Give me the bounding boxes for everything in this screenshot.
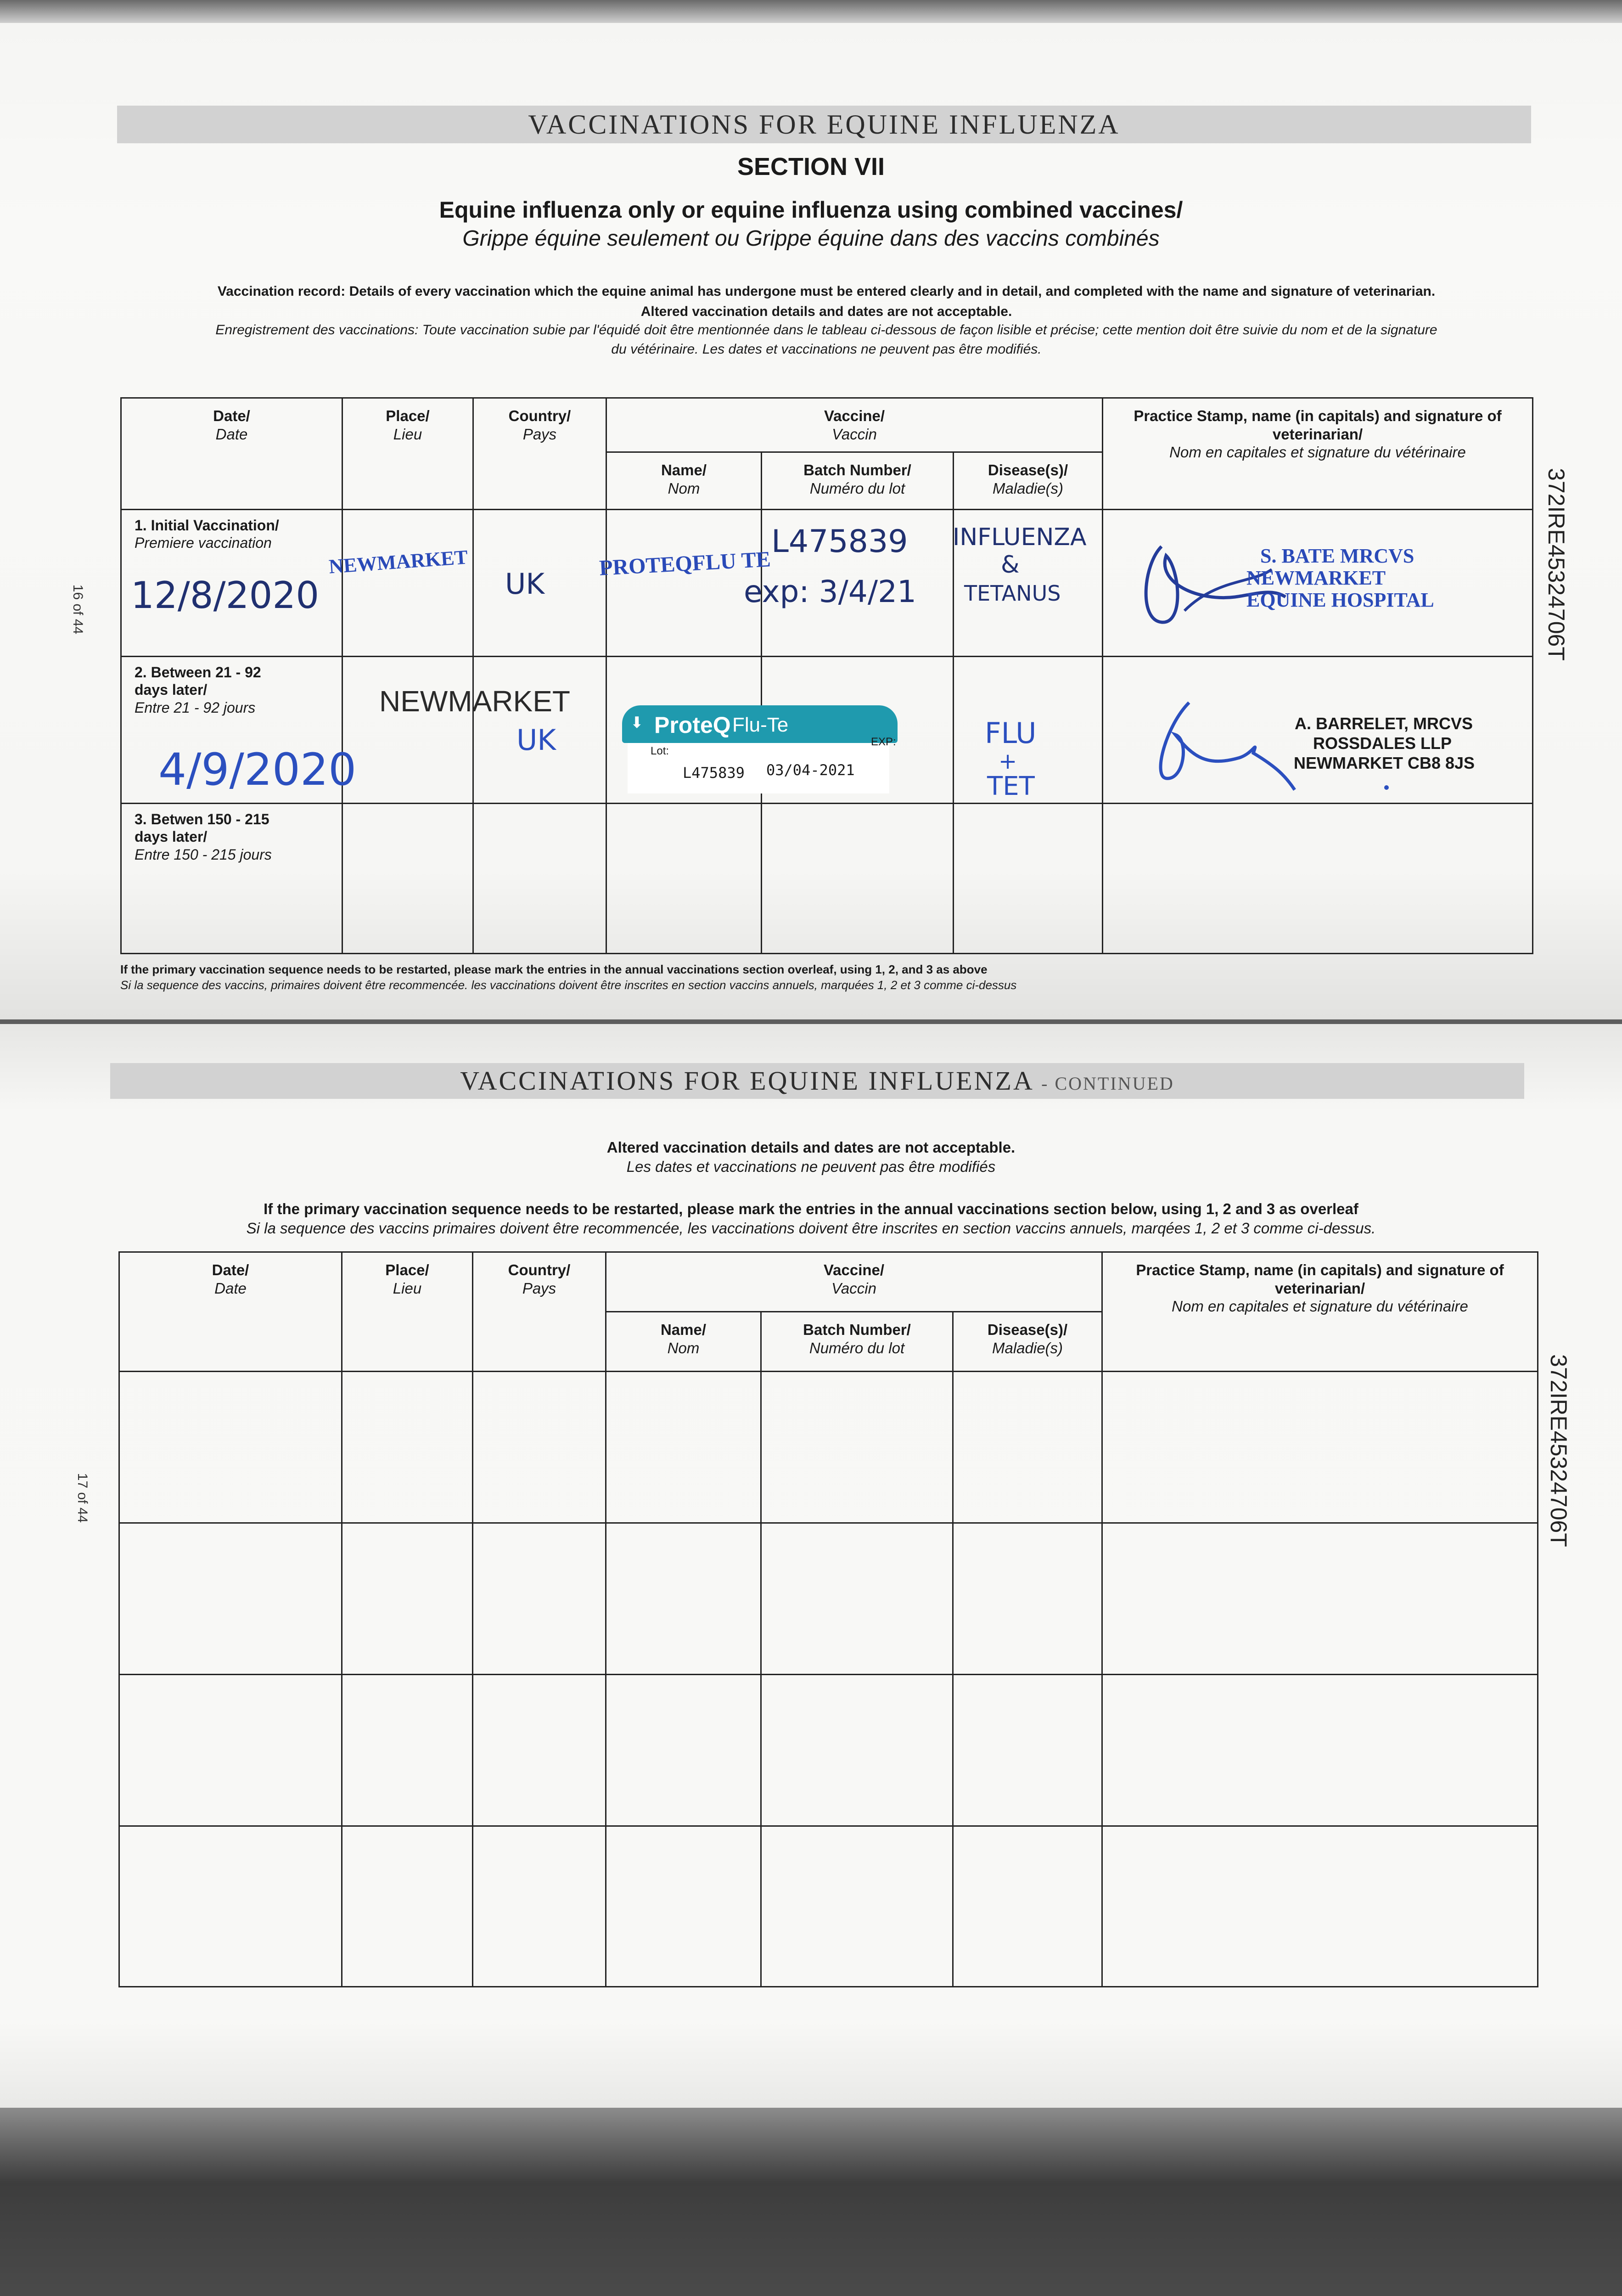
sticker-header bbox=[622, 705, 898, 743]
passport-page-17 bbox=[0, 1024, 1622, 2108]
header-practice-stamp: Practice Stamp, name (in capitals) and signature of veterinarian/ Nom en capitales et signature du vétérinaire bbox=[1103, 398, 1533, 510]
page-number: 16 of 44 bbox=[70, 584, 86, 635]
row-1-disease-line-3: TETANUS bbox=[964, 581, 1061, 606]
record-text-en-1: Vaccination record: Details of every vaccination which the equine animal has undergone must be entered clearly and in detail, and completed with the name and signature of veterinarian. bbox=[217, 284, 1436, 299]
scan-top-edge bbox=[0, 0, 1622, 23]
subtitle-fr: Grippe équine seulement ou Grippe équine dans des vaccins combinés bbox=[462, 226, 1160, 251]
row-1-vet-stamp-line-1: S. BATE MRCVS bbox=[1260, 545, 1414, 567]
empty-row bbox=[119, 1826, 1538, 1987]
row-2-date-handwritten: 4/9/2020 bbox=[158, 744, 357, 795]
sticker-lot-label: Lot: bbox=[651, 745, 669, 757]
footer-note-en: If the primary vaccination sequence needs to be restarted, please mark the entries in the annual vaccinations section overleaf, using 1, 2, and 3 as above bbox=[120, 962, 988, 976]
empty-row bbox=[119, 1523, 1538, 1675]
row-3-place bbox=[342, 804, 473, 954]
row-1-batch-handwritten: L475839 bbox=[771, 523, 908, 560]
passport-id: 372IRE45324706T bbox=[1543, 468, 1569, 661]
row-3-name bbox=[606, 804, 762, 954]
row-1-date-handwritten: 12/8/2020 bbox=[131, 574, 320, 617]
row-1-place bbox=[342, 510, 473, 657]
header-batch-number: Batch Number/ Numéro du lot bbox=[761, 1312, 953, 1372]
banner-title: VACCINATIONS FOR EQUINE INFLUENZA bbox=[460, 1066, 1033, 1096]
header-diseases: Disease(s)/ Maladie(s) bbox=[953, 1312, 1102, 1372]
record-text-fr-2: du vétérinaire. Les dates et vaccinations ne peuvent pas être modifiés. bbox=[611, 342, 1042, 357]
row-2-vet-line-2: ROSSDALES LLP bbox=[1313, 734, 1452, 753]
banner-title: VACCINATIONS FOR EQUINE INFLUENZA bbox=[528, 109, 1120, 140]
header-date: Date/ Date bbox=[121, 398, 342, 510]
sticker-lot-number: L475839 bbox=[683, 764, 745, 782]
row-1-disease-line-1: INFLUENZA bbox=[953, 523, 1087, 551]
sticker-arrow-icon: ⬇ bbox=[630, 714, 644, 732]
passport-page-16 bbox=[0, 23, 1622, 1019]
row-1-label: 1. Initial Vaccination/ Premiere vaccination bbox=[121, 510, 342, 657]
row-2-place bbox=[342, 657, 473, 804]
banner-subtitle: - CONTINUED bbox=[1041, 1073, 1174, 1094]
page-number: 17 of 44 bbox=[75, 1473, 90, 1523]
altered-note-en: Altered vaccination details and dates are not acceptable. bbox=[606, 1139, 1016, 1156]
sticker-brand: ProteQ bbox=[654, 712, 731, 738]
row-1-vaccine-name-stamp: PROTEQFLU TE bbox=[598, 547, 771, 580]
row-1-vet-stamp-line-3: EQUINE HOSPITAL bbox=[1246, 589, 1434, 611]
header-diseases: Disease(s)/ Maladie(s) bbox=[954, 452, 1103, 510]
section-title: SECTION VII bbox=[737, 153, 885, 180]
sticker-body bbox=[628, 736, 896, 793]
row-1-expiry-handwritten: exp: 3/4/21 bbox=[744, 574, 917, 609]
passport-id: 372IRE45324706T bbox=[1545, 1354, 1571, 1547]
header-practice-stamp: Practice Stamp, name (in capitals) and signature of veterinarian/ Nom en capitales et signature du vétérinaire bbox=[1102, 1252, 1538, 1372]
row-1-place-stamp: NEWMARKET bbox=[328, 546, 469, 578]
header-place: Place/ Lieu bbox=[342, 1252, 473, 1372]
empty-row bbox=[119, 1675, 1538, 1826]
continued-banner bbox=[110, 1063, 1524, 1099]
row-2-vet-line-1: A. BARRELET, MRCVS bbox=[1295, 714, 1473, 733]
record-text-en-2: Altered vaccination details and dates are not acceptable. bbox=[640, 304, 1012, 319]
altered-note-fr: Les dates et vaccinations ne peuvent pas être modifiés bbox=[626, 1158, 996, 1175]
empty-row bbox=[119, 1372, 1538, 1523]
row-2-disease-line-1: FLU bbox=[985, 716, 1037, 750]
sticker-expiry: 03/04-2021 bbox=[766, 761, 855, 779]
row-2-vet-line-3: NEWMARKET CB8 8JS bbox=[1294, 754, 1475, 772]
row-1-name bbox=[606, 510, 762, 657]
row-2-disease-line-2: + bbox=[999, 748, 1017, 774]
record-text-fr-1: Enregistrement des vaccinations: Toute vaccination subie par l'équidé doit être mentionnée dans le tableau ci-dessous de façon lisible et précise; cette mention doit être suivie du nom et de la signature bbox=[215, 322, 1437, 338]
sticker-product: Flu-Te bbox=[732, 714, 789, 736]
scan-background bbox=[0, 2108, 1622, 2296]
row-3-country bbox=[473, 804, 606, 954]
header-country: Country/ Pays bbox=[473, 398, 606, 510]
header-batch-number: Batch Number/ Numéro du lot bbox=[762, 452, 954, 510]
header-vaccine-name: Name/ Nom bbox=[606, 1312, 761, 1372]
row-1-country-handwritten: UK bbox=[505, 567, 545, 601]
row-2-label: 2. Between 21 - 92 days later/ Entre 21 - 92 jours bbox=[121, 657, 342, 804]
row-3-batch bbox=[762, 804, 954, 954]
restart-note-fr: Si la sequence des vaccins primaires doivent être recommencée, les vaccinations doivent être inscrites en section vaccins annuels, marqées 1, 2 et 3 comme ci-dessus. bbox=[246, 1220, 1376, 1237]
header-vaccine: Vaccine/ Vaccin bbox=[606, 398, 1103, 452]
restart-note-en: If the primary vaccination sequence needs to be restarted, please mark the entries in the annual vaccinations section below, using 1, 2 and 3 as overleaf bbox=[264, 1200, 1358, 1217]
header-vaccine-name: Name/ Nom bbox=[606, 452, 762, 510]
row-1-vet-stamp-line-2: NEWMARKET bbox=[1246, 567, 1386, 589]
subtitle-en: Equine influenza only or equine influenza using combined vaccines/ bbox=[439, 197, 1183, 223]
primary-vaccination-table bbox=[120, 397, 1533, 954]
footer-note-fr: Si la sequence des vaccins, primaires doivent être recommencée. les vaccinations doivent être inscrites en section vaccins annuels, marquées 1, 2 et 3 comme ci-dessus bbox=[120, 978, 1017, 992]
row-3-label: 3. Betwen 150 - 215 days later/ Entre 150 - 215 jours bbox=[121, 804, 342, 954]
section-banner bbox=[117, 106, 1531, 143]
row-2-disease-line-3: TET bbox=[987, 771, 1035, 801]
continued-vaccination-table bbox=[118, 1251, 1538, 1987]
sticker-exp-label: EXP: bbox=[871, 736, 896, 748]
row-3-disease bbox=[954, 804, 1103, 954]
header-country: Country/ Pays bbox=[473, 1252, 606, 1372]
row-3-stamp bbox=[1103, 804, 1533, 954]
header-date: Date/ Date bbox=[119, 1252, 342, 1372]
row-2-country-handwritten: UK bbox=[516, 723, 556, 757]
vaccine-batch-sticker bbox=[622, 705, 898, 802]
row-1-disease-line-2: & bbox=[1001, 551, 1020, 579]
row-2-place-stamp: NEWMARKET bbox=[379, 685, 570, 718]
header-vaccine: Vaccine/ Vaccin bbox=[606, 1252, 1102, 1312]
header-place: Place/ Lieu bbox=[342, 398, 473, 510]
